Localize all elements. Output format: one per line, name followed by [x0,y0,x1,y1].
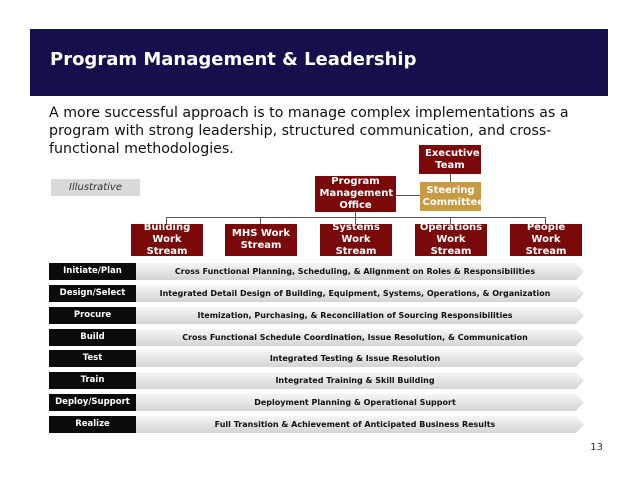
workstream-label: People Work Stream [525,222,567,257]
phase-arrow [136,416,585,433]
phase-arrow [136,329,585,346]
phase-label: Build [49,329,136,346]
phase-arrow [136,350,585,367]
workstream-people [510,224,582,256]
workstream-label: Operations Work Stream [419,222,483,257]
steering-committee-box [420,182,485,211]
phase-label: Initiate/Plan [49,263,136,280]
pmo-steering-line [396,195,420,196]
phase-description: Integrated Testing & Issue Resolution [269,354,441,363]
phase-arrow [136,394,585,411]
workstream-building [131,224,203,256]
executive-team-label: Executive Team [425,147,480,171]
workstream-mhs [225,224,297,256]
phase-arrow [136,372,585,389]
pmo-label: Program Management Office [319,176,394,211]
executive-team-box [419,145,481,174]
phase-description: Integrated Detail Design of Building, Equipment, Systems, Operations, & Organization [159,289,551,298]
phase-label: Realize [49,416,136,433]
intro-text: A more successful approach is to manage complex implementations as a program with strong leadership, structured communication, and cross-functional methodologies. [49,105,569,157]
phase-label: Procure [49,307,136,324]
phase-description: Integrated Training & Skill Building [275,376,435,385]
header-bar [30,29,608,96]
drop-line-2 [260,217,261,224]
page-title: Program Management & Leadership [50,49,417,70]
workstream-label: Systems Work Stream [332,222,380,257]
phase-arrow [136,285,585,302]
workstream-label: MHS Work Stream [231,228,291,251]
illustrative-tag: Illustrative [51,179,140,196]
phase-label: Train [49,372,136,389]
phase-label: Deploy/Support [49,394,136,411]
page-number: 13 [590,442,603,453]
workstream-operations [415,224,487,256]
phase-description: Itemization, Purchasing, & Reconciliation of Sourcing Responsibilities [197,311,513,320]
phase-label: Test [49,350,136,367]
workstream-bus-line [166,217,546,218]
phase-description: Full Transition & Achievement of Anticipated Business Results [214,420,496,429]
phase-arrow [136,263,585,280]
steering-committee-label: Steering Committee [422,184,485,208]
phase-arrow [136,307,585,324]
exec-to-steering-line [450,174,451,182]
phase-description: Cross Functional Schedule Coordination, Issue Resolution, & Communication [182,333,528,342]
workstream-systems [320,224,392,256]
phase-label: Design/Select [49,285,136,302]
pmo-box [315,176,396,212]
workstream-label: Building Work Stream [143,222,191,257]
phase-description: Cross Functional Planning, Scheduling, & Alignment on Roles & Responsibilities [174,267,536,276]
phase-description: Deployment Planning & Operational Support [254,398,456,407]
